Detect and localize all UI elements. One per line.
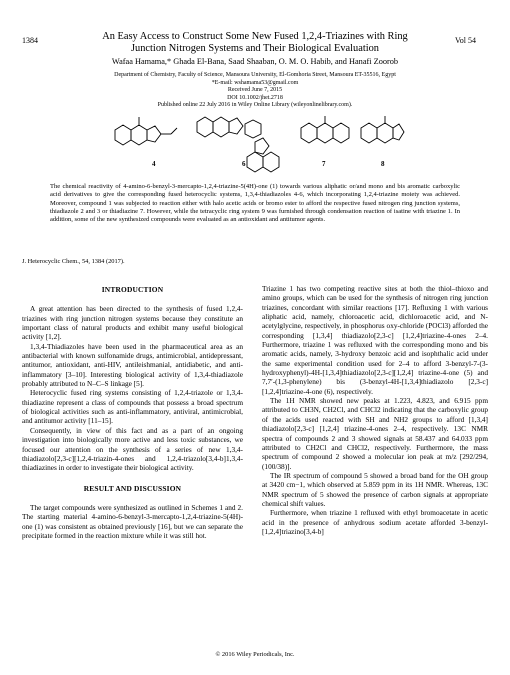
intro-paragraph: Heterocyclic fused ring systems consisting of 1,2,4-triazole or 1,3,4-thiadiazine represent a class of compounds that possess a broad spectrum of biological activities such as anti-inflammatory, antiviral, antimicrobial, and antitumor activity [11–15]. [22, 388, 243, 426]
compound-label-4: 4 [152, 160, 156, 168]
graphical-abstract-structures [105, 112, 405, 178]
introduction-heading: INTRODUCTION [101, 285, 164, 294]
abstract-text: The chemical reactivity of 4-amino-6-benzyl-3-mercapto-1,2,4-triazine-5(4H)-one (1) towards various aliphatic or/and mono and bis aromatic carboxylic acid derivatives to give the corresponding fused heterocyclic systems, 1,3,4-thiadiazoles 4-6, which incorporating 1,2,4-triazine moiety was achieved. Moreover, compound 1 was subjected to reaction either with halo acetic acids or bromo ester to afford the respective fused nitrogen ring junction systems, thiadiazole 2 and 3 or thiadiazine 7. However, while the tetracyclic ring system 9 was furnished through condensation reaction of isatine with triazine 1. In addition, some of the new synthesized compounds were evaluated as an antioxidant and antitumor agents. [50, 183, 460, 224]
structure-compound-7 [301, 116, 349, 143]
structure-compound-8 [361, 116, 404, 143]
compound-label-8: 8 [381, 160, 385, 168]
email-line: *E-mail: wshamama53@gmail.com [211, 79, 299, 86]
article-title [60, 31, 450, 55]
journal-citation: J. Heterocyclic Chem., 54, 1384 (2017). [22, 258, 125, 265]
compound-label-6: 6 [242, 160, 246, 168]
body-paragraph: The 1H NMR showed new peaks at 1.223, 4.823, and 6.915 ppm attributed to CH3N, CH2Cl, and CHCl2 indicating that the carboxylic group of the acids used reacted with SH and NH2 groups to afford [1,3,4] thiadiazolo[2,3-c] [1,2,4] triazine-4-ones 2–4, respectively. 13C NMR spectra of compounds 2 and 3 showed signals at 58.437 and 64.033 ppm attributed to CH2Cl and CHCl2, respectively. Furthermore, the mass spectrum of compound 2 showed a molecular ion peak at m/z [292/294, (100/38)]. [262, 396, 488, 471]
intro-paragraph: A great attention has been directed to the synthesis of fused 1,2,4-triazines with ring junction nitrogen systems because they constitute an important class of natural products and exhibit many useful biological activity [1,2]. [22, 304, 243, 342]
body-paragraph: The IR spectrum of compound 5 showed a broad band for the OH group at 3420 cm−1, which observed at 5.859 ppm in its 1H NMR. Whereas, 13C NMR spectrum of 5 showed the presence of carbon signals at appropriate chemical shift values. [262, 470, 488, 508]
structure-compound-4 [115, 117, 177, 145]
affiliation-block [40, 72, 470, 110]
compound-label-7: 7 [322, 160, 326, 168]
affiliation-line: Department of Chemistry, Faculty of Science, Mansoura University, El-Gomhoria Street, Mansoura ET-35516, Egypt [114, 72, 396, 78]
results-heading: RESULT AND DISCUSSION [83, 483, 182, 493]
left-column [22, 285, 243, 540]
volume-label: Vol 54 [455, 36, 476, 45]
body-paragraph: Triazine 1 has two competing reactive sites at both the thiol–thioxo and amino groups, which can be used for the synthesis of nitrogen ring junction triazines, concordant with similar reactions [17]. Refluxing 1 with various aliphatic acid, namely, chloroacetic acid, dichloroacetic acid, and N-acetylglycine, respectively, in phosphorus oxy-chloride (POCl3) afforded the corresponding [1,3,4] thiadiazolo[2,3-c] [1,2,4]triazine-4-ones 2–4. Furthermore, triazine 1 was refluxed with the corresponding mono and bis aromatic acids, namely, 3-hydroxy benzoic acid and isophthalic acid under the same experimental condition used for 2–4 to afford 3-benzyl-7-(3-hydroxyphenyl)-4H-[1,3,4]thiadiazolo[2,3-c][1,2,4] triazine-4-one (5) and 7,7′-(1,3-phenylene) bis (3-benzyl-4H-[1,3,4]thiadiazolo [2,3-c][1,2,4]triazine-4-one (6), respectively. [262, 284, 488, 396]
author-list: Wafaa Hamama,* Ghada El-Bana, Saad Shaaban, O. M. O. Habib, and Hanafi Zoorob [111, 57, 399, 66]
body-paragraph: Furthermore, when triazine 1 refluxed with ethyl bromoacetate in acetic acid in the presence of anhydrous sodium acetate afforded 3-benzyl-[1,2,4]triazino[3,4-b] [262, 508, 488, 536]
structure-compound-6 [197, 117, 279, 172]
right-column [262, 284, 488, 536]
copyright-footer: © 2016 Wiley Periodicals, Inc. [215, 651, 295, 658]
page-number: 1384 [22, 36, 38, 45]
intro-paragraph: Consequently, in view of this fact and as a part of an ongoing investigation into biologically more active and less toxic substances, we focused our attention on the synthesis of a series of new 1,3,4-thiadiazolo[2,3-c][1,2,4-triazin-4-ones and 1,2,4-triazolo[3,4-b]1,3,4-thiadiazines in order to investigate their biological activity. [22, 425, 243, 473]
title-line-2: Junction Nitrogen Systems and Their Biological Evaluation [131, 43, 379, 54]
results-paragraph: The target compounds were synthesized as outlined in Schemes 1 and 2. The starting material 4-amino-6-benzyl-3-mercapto-1,2,4-triazine-5(4H)-one (1) was consistent as obtained previously [16], but we can separate the precipitate formed in the reaction mixture while it was still hot. [22, 502, 243, 540]
published-line: Published online 22 July 2016 in Wiley Online Library (wileyonlinelibrary.com). [157, 102, 353, 109]
received-line: Received June 7, 2015 [227, 87, 283, 94]
intro-paragraph: 1,3,4-Thiadiazoles have been used in the pharmaceutical area as an antibacterial with known sulfonamide drugs, antimicrobial, antidepressant, antitumor, antioxidant, anti-HIV, antileishmanial, antidiabetic, and anti-inflammatory [3–10]. Interesting biological activity of 1,3,4-thiadiazole probably attributed to N–C–S linkage [5]. [22, 341, 243, 389]
title-line-1: An Easy Access to Construct Some New Fused 1,2,4-Triazines with Ring [102, 31, 408, 42]
doi-line: DOI 10.1002/jhet.2718 [227, 94, 283, 101]
